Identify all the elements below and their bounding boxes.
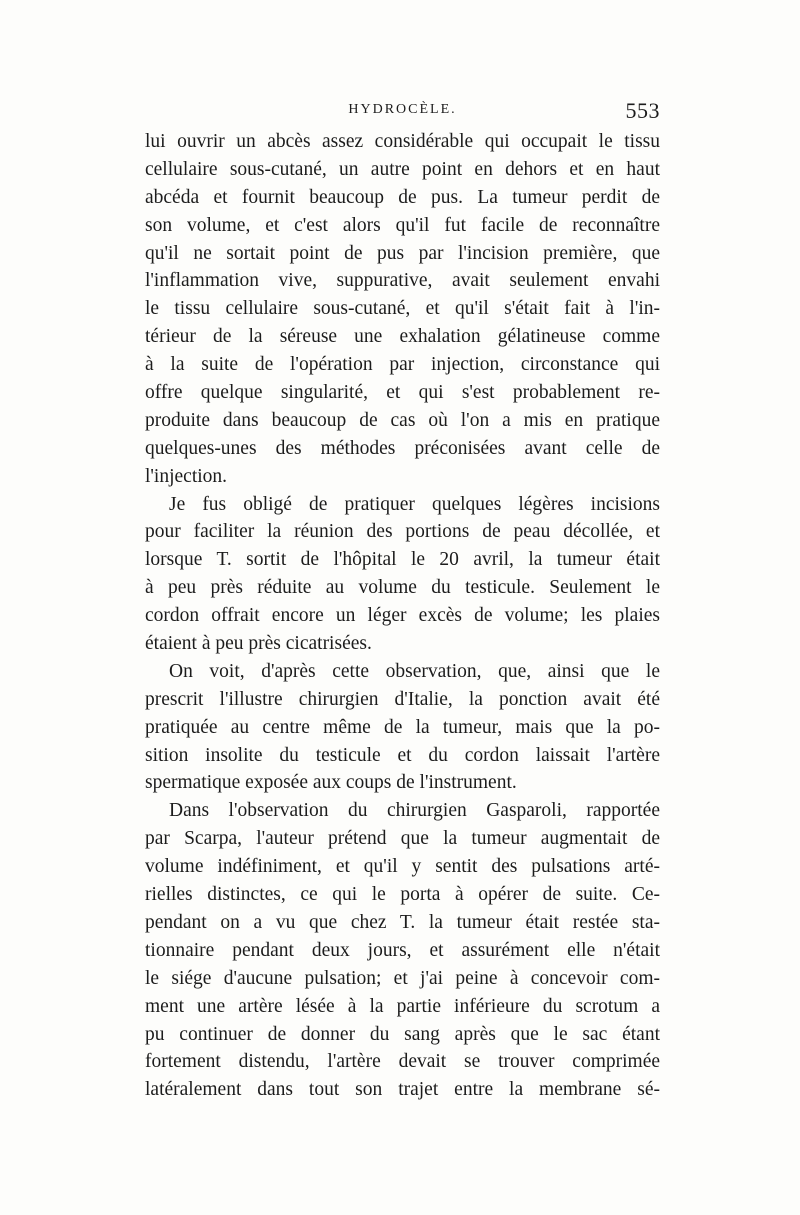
text-line: l'injection. xyxy=(145,465,228,487)
text-line: quelques-unes des méthodes préconisées avant celle de xyxy=(145,437,660,459)
page-number: 553 xyxy=(625,98,660,123)
text-line: l'inflammation vive, suppurative, avait seulement envahi xyxy=(145,270,660,292)
text-line: volume indéfiniment, et qu'il y sentit des pulsations arté- xyxy=(145,856,660,878)
running-title: HYDROCÈLE. xyxy=(348,102,457,117)
text-line: spermatique exposée aux coups de l'instrument. xyxy=(145,772,517,794)
text-line: pratiquée au centre même de la tumeur, mais que la po- xyxy=(145,716,660,738)
text-line: rielles distinctes, ce qui le porta à opérer de suite. Ce- xyxy=(145,884,660,906)
body-text xyxy=(145,128,660,1104)
text-line: ment une artère lésée à la partie inférieure du scrotum a xyxy=(145,995,660,1017)
text-line: à la suite de l'opération par injection, circonstance qui xyxy=(145,354,660,376)
text-line: son volume, et c'est alors qu'il fut facile de reconnaître xyxy=(145,214,660,236)
text-line: sition insolite du testicule et du cordon laissait l'artère xyxy=(145,744,660,766)
text-line: pour faciliter la réunion des portions de peau décollée, et xyxy=(145,521,660,543)
text-line: fortement distendu, l'artère devait se trouver comprimée xyxy=(145,1051,660,1073)
running-head xyxy=(145,98,660,128)
text-line: lui ouvrir un abcès assez considérable qui occupait le tissu xyxy=(145,131,660,152)
text-line: par Scarpa, l'auteur prétend que la tumeur augmentait de xyxy=(145,828,660,850)
text-line: latéralement dans tout son trajet entre la membrane sé- xyxy=(145,1079,660,1101)
text-line: à peu près réduite au volume du testicule. Seulement le xyxy=(145,577,660,599)
text-line: térieur de la séreuse une exhalation gélatineuse comme xyxy=(145,326,660,348)
text-line: cellulaire sous-cutané, un autre point en dehors et en haut xyxy=(145,158,660,180)
text-line: prescrit l'illustre chirurgien d'Italie, la ponction avait été xyxy=(145,688,660,710)
text-line: lorsque T. sortit de l'hôpital le 20 avril, la tumeur était xyxy=(145,549,660,571)
text-line: abcéda et fournit beaucoup de pus. La tumeur perdit de xyxy=(145,186,660,208)
text-line: offre quelque singularité, et qui s'est probablement re- xyxy=(145,382,660,404)
text-line: pu continuer de donner du sang après que le sac étant xyxy=(145,1023,660,1045)
text-line: qu'il ne sortait point de pus par l'incision première, que xyxy=(145,242,660,264)
text-line: tionnaire pendant deux jours, et assurément elle n'était xyxy=(145,939,660,961)
text-line: On voit, d'après cette observation, que, ainsi que le xyxy=(169,660,660,682)
text-line: étaient à peu près cicatrisées. xyxy=(145,633,372,655)
text-line: le siége d'aucune pulsation; et j'ai peine à concevoir com- xyxy=(145,967,660,989)
text-line: cordon offrait encore un léger excès de volume; les plaies xyxy=(145,605,660,627)
text-line: pendant on a vu que chez T. la tumeur était restée sta- xyxy=(145,911,660,933)
text-line: Dans l'observation du chirurgien Gasparoli, rapportée xyxy=(169,800,660,822)
text-line: le tissu cellulaire sous-cutané, et qu'il s'était fait à l'in- xyxy=(145,298,660,320)
text-line: Je fus obligé de pratiquer quelques légères incisions xyxy=(169,493,660,515)
text-line: produite dans beaucoup de cas où l'on a mis en pratique xyxy=(145,409,660,431)
